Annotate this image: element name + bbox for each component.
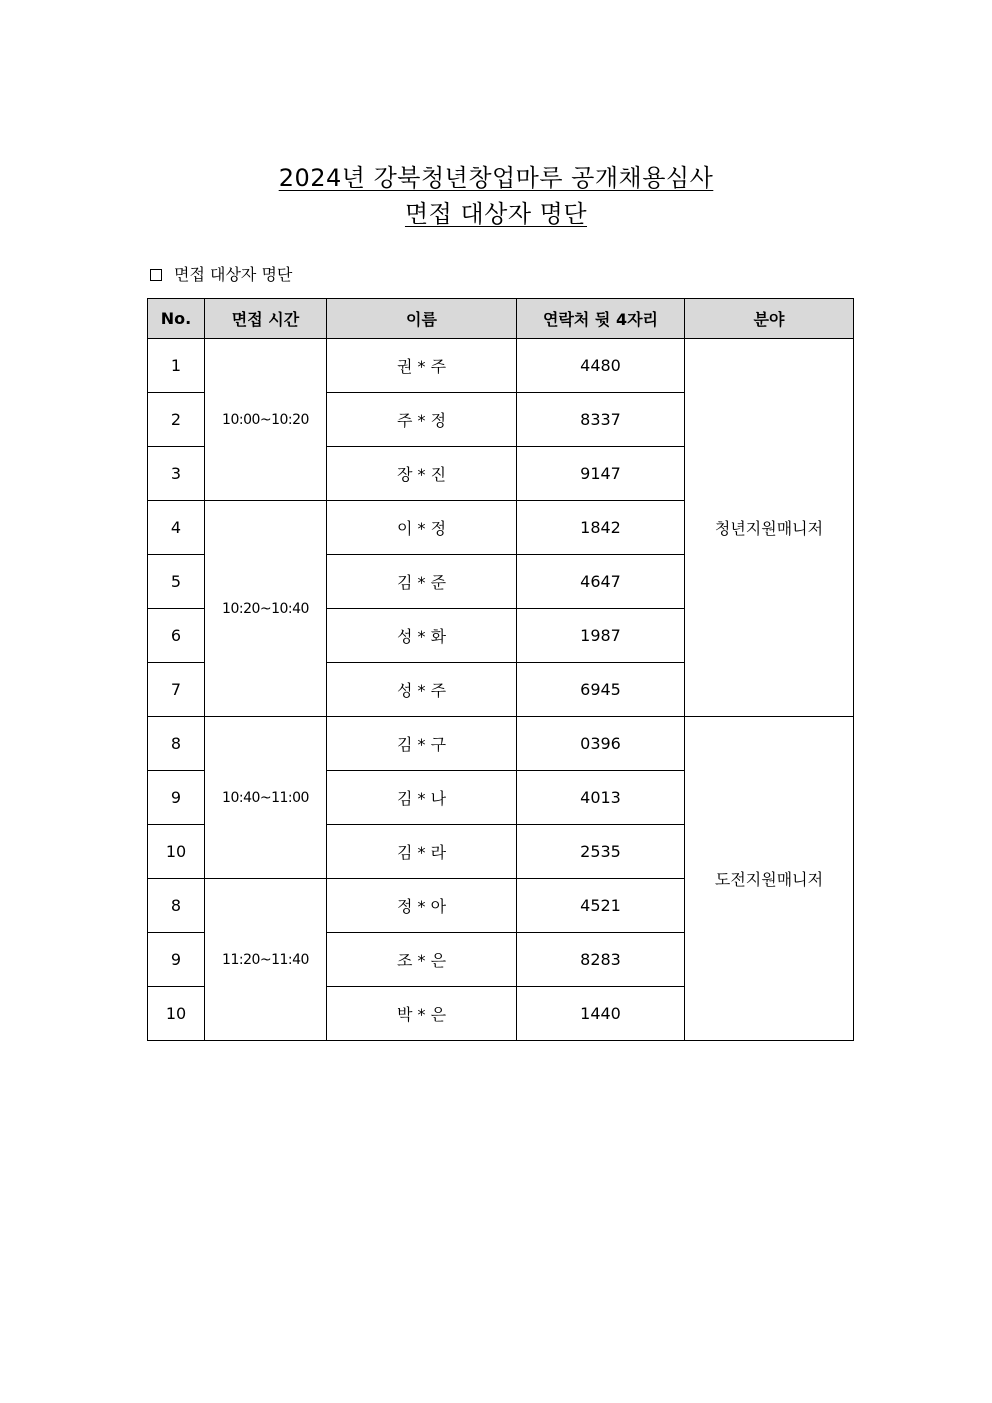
field-cell: 도전지원매니저: [685, 717, 854, 1041]
row-no: 10: [148, 825, 205, 879]
section-heading: [150, 264, 292, 286]
section-heading-text: 면접 대상자 명단: [174, 265, 293, 284]
header-field: 분야: [685, 299, 854, 339]
row-name: 권 * 주: [327, 339, 517, 393]
row-phone: 1842: [517, 501, 685, 555]
row-no: 6: [148, 609, 205, 663]
row-no: 9: [148, 771, 205, 825]
row-phone: 6945: [517, 663, 685, 717]
row-name: 김 * 준: [327, 555, 517, 609]
row-name: 정 * 아: [327, 879, 517, 933]
row-name: 박 * 은: [327, 987, 517, 1041]
row-phone: 1987: [517, 609, 685, 663]
row-name: 김 * 구: [327, 717, 517, 771]
row-phone: 8283: [517, 933, 685, 987]
row-phone: 4647: [517, 555, 685, 609]
row-name: 김 * 라: [327, 825, 517, 879]
title-line-1: 2024년 강북청년창업마루 공개채용심사: [278, 164, 714, 192]
time-slot: 10:20~10:40: [205, 501, 327, 717]
header-no: No.: [148, 299, 205, 339]
row-name: 조 * 은: [327, 933, 517, 987]
row-name: 성 * 화: [327, 609, 517, 663]
table-row: [148, 339, 854, 393]
row-name: 주 * 정: [327, 393, 517, 447]
row-no: 8: [148, 879, 205, 933]
row-no: 3: [148, 447, 205, 501]
row-phone: 4521: [517, 879, 685, 933]
row-name: 김 * 나: [327, 771, 517, 825]
row-name: 이 * 정: [327, 501, 517, 555]
document-title: [0, 160, 992, 232]
row-phone: 1440: [517, 987, 685, 1041]
header-name: 이름: [327, 299, 517, 339]
row-phone: 4480: [517, 339, 685, 393]
row-phone: 9147: [517, 447, 685, 501]
table-header-row: [148, 299, 854, 339]
row-no: 4: [148, 501, 205, 555]
row-phone: 2535: [517, 825, 685, 879]
row-phone: 8337: [517, 393, 685, 447]
interview-schedule-table: [147, 298, 854, 1041]
field-cell: 청년지원매니저: [685, 339, 854, 717]
row-no: 7: [148, 663, 205, 717]
row-no: 8: [148, 717, 205, 771]
row-no: 2: [148, 393, 205, 447]
row-phone: 0396: [517, 717, 685, 771]
time-slot: 10:40~11:00: [205, 717, 327, 879]
time-slot: 10:00~10:20: [205, 339, 327, 501]
header-time: 면접 시간: [205, 299, 327, 339]
table-row: [148, 717, 854, 771]
row-no: 10: [148, 987, 205, 1041]
title-line-2: 면접 대상자 명단: [404, 200, 588, 228]
row-no: 9: [148, 933, 205, 987]
time-slot: 11:20~11:40: [205, 879, 327, 1041]
checkbox-icon: [150, 269, 162, 281]
row-phone: 4013: [517, 771, 685, 825]
row-no: 5: [148, 555, 205, 609]
row-no: 1: [148, 339, 205, 393]
row-name: 성 * 주: [327, 663, 517, 717]
row-name: 장 * 진: [327, 447, 517, 501]
header-phone: 연락처 뒷 4자리: [517, 299, 685, 339]
